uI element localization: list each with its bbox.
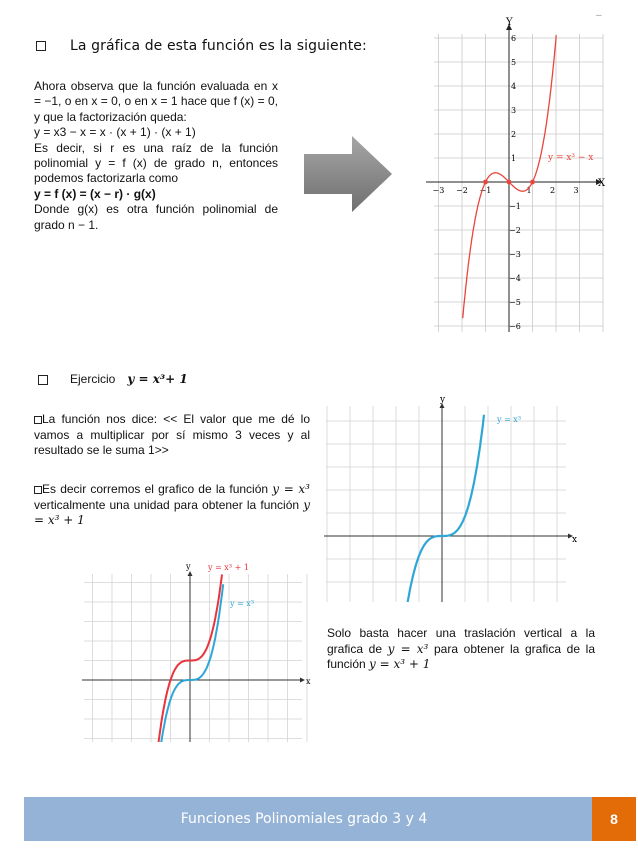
graph-translation [80, 560, 316, 742]
page-number: 8 [592, 797, 636, 841]
exercise-equation: 𝒚 = 𝒙³+ 1 [127, 372, 188, 386]
para-line-last: Donde g(x) es otra función polinomial de grado n − 1. [34, 202, 278, 232]
bullet-square-icon [38, 375, 48, 385]
bullet-square-icon [36, 41, 46, 51]
y-axis-label: y [186, 562, 191, 571]
x-axis-label: x [572, 535, 578, 545]
x-tick-label: −3 [432, 186, 445, 195]
y-tick-label: −4 [509, 274, 521, 283]
x-tick-label: −2 [456, 186, 468, 195]
y-tick-label: 6 [511, 34, 517, 43]
x-tick-label: 2 [550, 186, 556, 195]
exercise-text-2: Es decir corremos el grafico de la función y = x³ verticalmente una unidad para obtener la función y = x³ + 1 [34, 482, 310, 528]
y-tick-label: 3 [511, 106, 517, 115]
x-tick-label: 1 [526, 186, 532, 195]
x-tick-label: 3 [573, 186, 579, 195]
label-red-curve: y = x³ + 1 [208, 563, 249, 572]
curve-label: y = x³ [497, 415, 522, 424]
factorization-formula: y = f (x) = (x − r) · g(x) [34, 186, 156, 201]
explanation-paragraph [34, 79, 278, 233]
y-tick-label: −5 [509, 298, 521, 307]
y-tick-label: −2 [509, 226, 521, 235]
y-axis-label: y [440, 395, 446, 405]
translation-explanation: Solo basta hacer una traslación vertical a la grafica de y = x³ para obtener la grafica de la función y = x³ + 1 [327, 626, 595, 672]
graph-x-cubed [322, 392, 584, 602]
para-line-3: Es decir, si r es una raíz de la función polinomial y = f (x) de grado n, entonces podemos factorizarla como [34, 140, 278, 186]
x-axis-label: X [598, 178, 606, 189]
graph-cubic-roots [424, 14, 614, 334]
x-axis-arrow-icon [300, 678, 305, 683]
exercise-heading: Ejercicio 𝒚 = 𝒙³+ 1 [38, 372, 188, 386]
y-tick-label: −3 [509, 250, 521, 259]
exercise-text-1: La función nos dice: << El valor que me dé lo vamos a multiplicar por sí mismo 3 veces y al resultado se le suma 1>> [34, 412, 310, 458]
y-tick-label: −1 [509, 202, 521, 211]
section-title: La gráfica de esta función es la siguiente: [36, 38, 367, 54]
bullet-square-icon [34, 486, 42, 494]
y-tick-label: 5 [511, 58, 517, 67]
footer-title: Funciones Polinomiales grado 3 y 4 [180, 811, 428, 827]
right-arrow-icon [300, 134, 396, 214]
y-tick-label: 1 [511, 154, 517, 163]
root-point [507, 180, 512, 185]
curve-label: y = x³ − x [548, 153, 594, 163]
para-line-1: Ahora observa que la función evaluada en x = −1, o en x = 0, o en x = 1 hace que f (x) = 0, y que la factorización queda: [34, 79, 278, 124]
y-tick-label: 4 [511, 82, 517, 91]
para-line-2: y = x3 − x = x · (x + 1) · (x + 1) [34, 125, 196, 140]
root-point [530, 180, 535, 185]
y-axis-label: Y [506, 17, 513, 28]
bullet-square-icon [34, 416, 42, 424]
x-axis-label: x [306, 677, 311, 686]
y-axis-arrow-icon [188, 571, 193, 576]
corner-mark: – [596, 10, 602, 21]
curve-x-cubed [404, 415, 484, 602]
label-blue-curve: y = x³ [230, 599, 255, 608]
y-tick-label: 2 [511, 130, 517, 139]
root-point [483, 180, 488, 185]
x-tick-label: −1 [479, 186, 492, 195]
y-tick-label: −6 [509, 322, 521, 331]
